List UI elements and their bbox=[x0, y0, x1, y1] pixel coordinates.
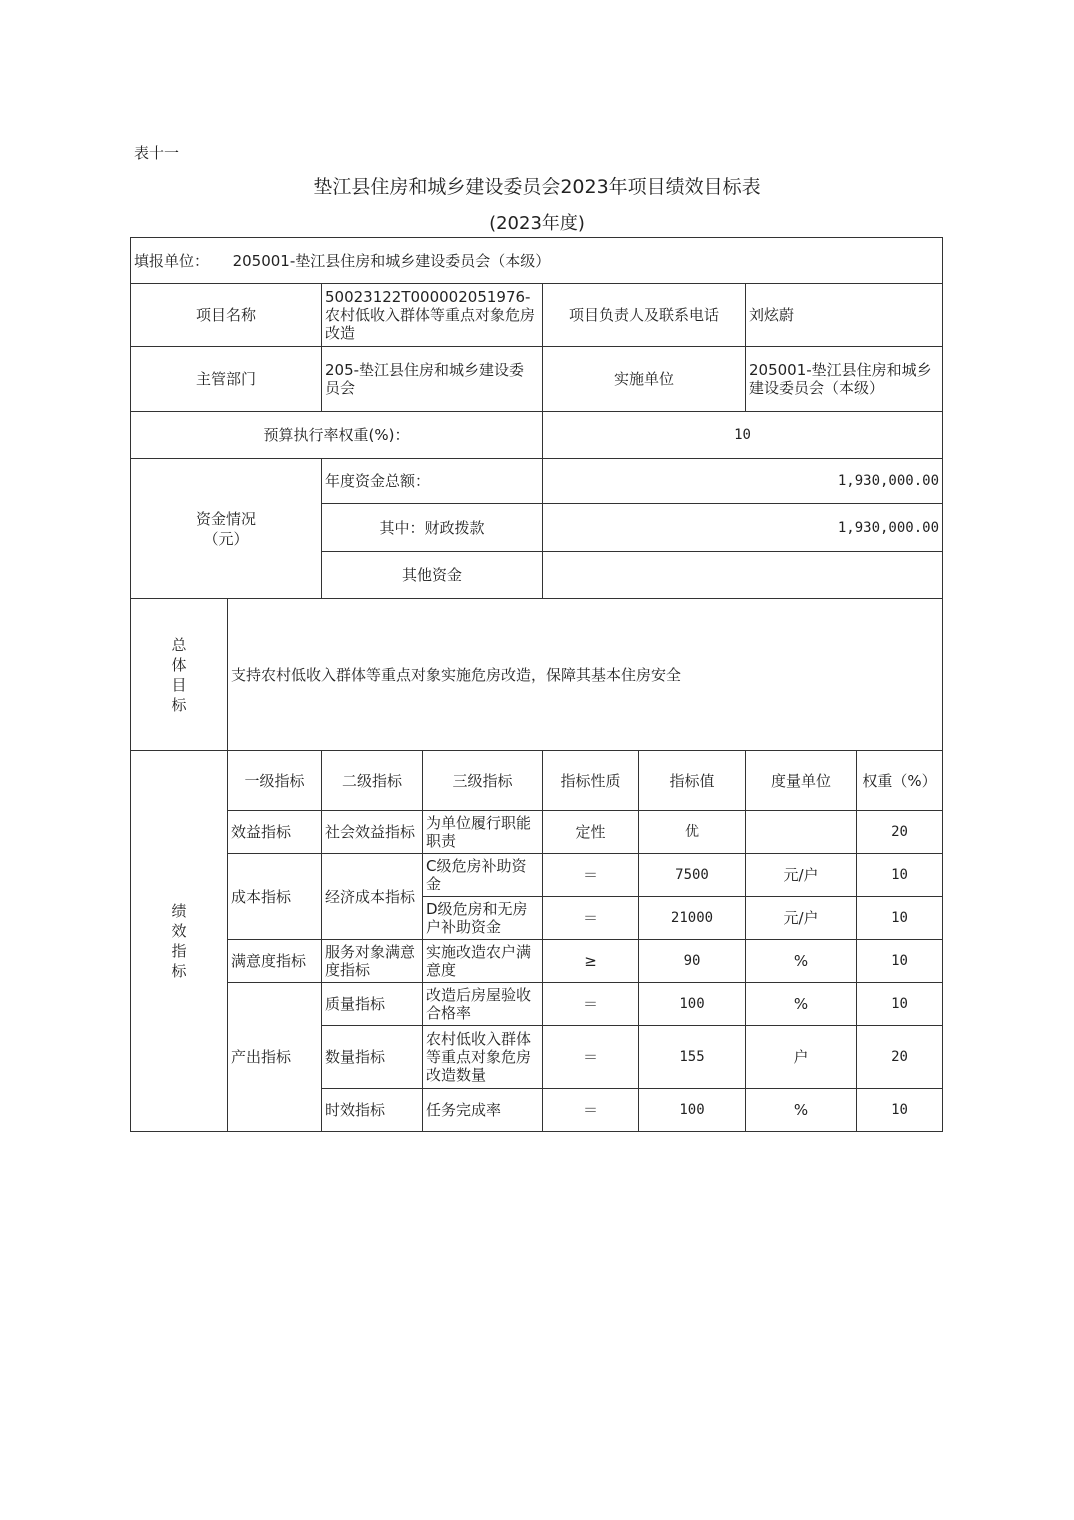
dept-value: 205-垫江县住房和城乡建设委员会 bbox=[322, 347, 543, 412]
value-cell: 100 bbox=[639, 983, 746, 1026]
unit-cell: 元/户 bbox=[746, 854, 857, 897]
funds-fiscal-value: 1,930,000.00 bbox=[543, 504, 943, 552]
level2-cell: 社会效益指标 bbox=[322, 811, 423, 854]
overall-goal-label: 总体目标 bbox=[131, 599, 228, 751]
weight-cell: 10 bbox=[857, 854, 943, 897]
table-row bbox=[131, 811, 943, 854]
level1-cell: 满意度指标 bbox=[228, 940, 322, 983]
unit-cell: 元/户 bbox=[746, 897, 857, 940]
funds-total-value: 1,930,000.00 bbox=[543, 459, 943, 504]
header-nature: 指标性质 bbox=[543, 751, 639, 811]
value-cell: 7500 bbox=[639, 854, 746, 897]
header-weight: 权重（%） bbox=[857, 751, 943, 811]
level1-cell: 产出指标 bbox=[228, 983, 322, 1132]
funds-other-label: 其他资金 bbox=[322, 552, 543, 599]
nature-cell: ＝ bbox=[543, 1089, 639, 1132]
table-label: 表十一 bbox=[134, 144, 180, 162]
level3-cell: 实施改造农户满意度 bbox=[423, 940, 543, 983]
performance-target-table bbox=[130, 237, 943, 1132]
budget-weight-value: 10 bbox=[543, 412, 943, 459]
value-cell: 155 bbox=[639, 1026, 746, 1089]
level3-cell: 改造后房屋验收合格率 bbox=[423, 983, 543, 1026]
contact-label: 项目负责人及联系电话 bbox=[543, 284, 746, 347]
project-name-label: 项目名称 bbox=[131, 284, 322, 347]
weight-cell: 10 bbox=[857, 1089, 943, 1132]
dept-label: 主管部门 bbox=[131, 347, 322, 412]
nature-cell: ≥ bbox=[543, 940, 639, 983]
level3-cell: 农村低收入群体等重点对象危房改造数量 bbox=[423, 1026, 543, 1089]
weight-cell: 10 bbox=[857, 983, 943, 1026]
page-title: 垫江县住房和城乡建设委员会2023年项目绩效目标表 bbox=[313, 176, 761, 198]
header-level2: 二级指标 bbox=[322, 751, 423, 811]
fill-unit-value: 205001-垫江县住房和城乡建设委员会（本级） bbox=[232, 251, 551, 270]
level2-cell: 经济成本指标 bbox=[322, 854, 423, 940]
table-row bbox=[131, 983, 943, 1026]
level2-cell: 服务对象满意度指标 bbox=[322, 940, 423, 983]
header-value: 指标值 bbox=[639, 751, 746, 811]
funds-label: 资金情况（元） bbox=[131, 459, 322, 599]
level1-cell: 成本指标 bbox=[228, 854, 322, 940]
unit-cell: % bbox=[746, 983, 857, 1026]
unit-cell: % bbox=[746, 1089, 857, 1132]
contact-value: 刘炫蔚 bbox=[746, 284, 943, 347]
level3-cell: C级危房补助资金 bbox=[423, 854, 543, 897]
value-cell: 100 bbox=[639, 1089, 746, 1132]
table-row bbox=[131, 940, 943, 983]
weight-cell: 10 bbox=[857, 940, 943, 983]
value-cell: 90 bbox=[639, 940, 746, 983]
value-cell: 21000 bbox=[639, 897, 746, 940]
fill-unit-row bbox=[131, 238, 943, 284]
nature-cell: ＝ bbox=[543, 1026, 639, 1089]
indicators-section-label: 绩效指标 bbox=[131, 751, 228, 1132]
unit-cell: % bbox=[746, 940, 857, 983]
nature-cell: ＝ bbox=[543, 854, 639, 897]
budget-weight-label: 预算执行率权重(%)： bbox=[131, 412, 543, 459]
header-level3: 三级指标 bbox=[423, 751, 543, 811]
nature-cell: 定性 bbox=[543, 811, 639, 854]
nature-cell: ＝ bbox=[543, 983, 639, 1026]
level3-cell: 任务完成率 bbox=[423, 1089, 543, 1132]
level2-cell: 数量指标 bbox=[322, 1026, 423, 1089]
level2-cell: 时效指标 bbox=[322, 1089, 423, 1132]
level3-cell: 为单位履行职能职责 bbox=[423, 811, 543, 854]
level3-cell: D级危房和无房户补助资金 bbox=[423, 897, 543, 940]
weight-cell: 20 bbox=[857, 1026, 943, 1089]
header-unit: 度量单位 bbox=[746, 751, 857, 811]
unit-cell bbox=[746, 811, 857, 854]
unit-cell: 户 bbox=[746, 1026, 857, 1089]
level1-cell: 效益指标 bbox=[228, 811, 322, 854]
funds-total-label: 年度资金总额： bbox=[322, 459, 543, 504]
page-subtitle: (2023年度) bbox=[489, 213, 585, 234]
weight-cell: 10 bbox=[857, 897, 943, 940]
overall-goal-text: 支持农村低收入群体等重点对象实施危房改造，保障其基本住房安全 bbox=[228, 599, 943, 751]
nature-cell: ＝ bbox=[543, 897, 639, 940]
impl-unit-label: 实施单位 bbox=[543, 347, 746, 412]
funds-fiscal-label: 其中：财政拨款 bbox=[322, 504, 543, 552]
header-level1: 一级指标 bbox=[228, 751, 322, 811]
value-cell: 优 bbox=[639, 811, 746, 854]
project-name-value: 50023122T000002051976-农村低收入群体等重点对象危房改造 bbox=[322, 284, 543, 347]
table-row bbox=[131, 854, 943, 897]
weight-cell: 20 bbox=[857, 811, 943, 854]
fill-unit-label: 填报单位： bbox=[134, 251, 210, 270]
impl-unit-value: 205001-垫江县住房和城乡建设委员会（本级） bbox=[746, 347, 943, 412]
level2-cell: 质量指标 bbox=[322, 983, 423, 1026]
funds-other-value bbox=[543, 552, 943, 599]
